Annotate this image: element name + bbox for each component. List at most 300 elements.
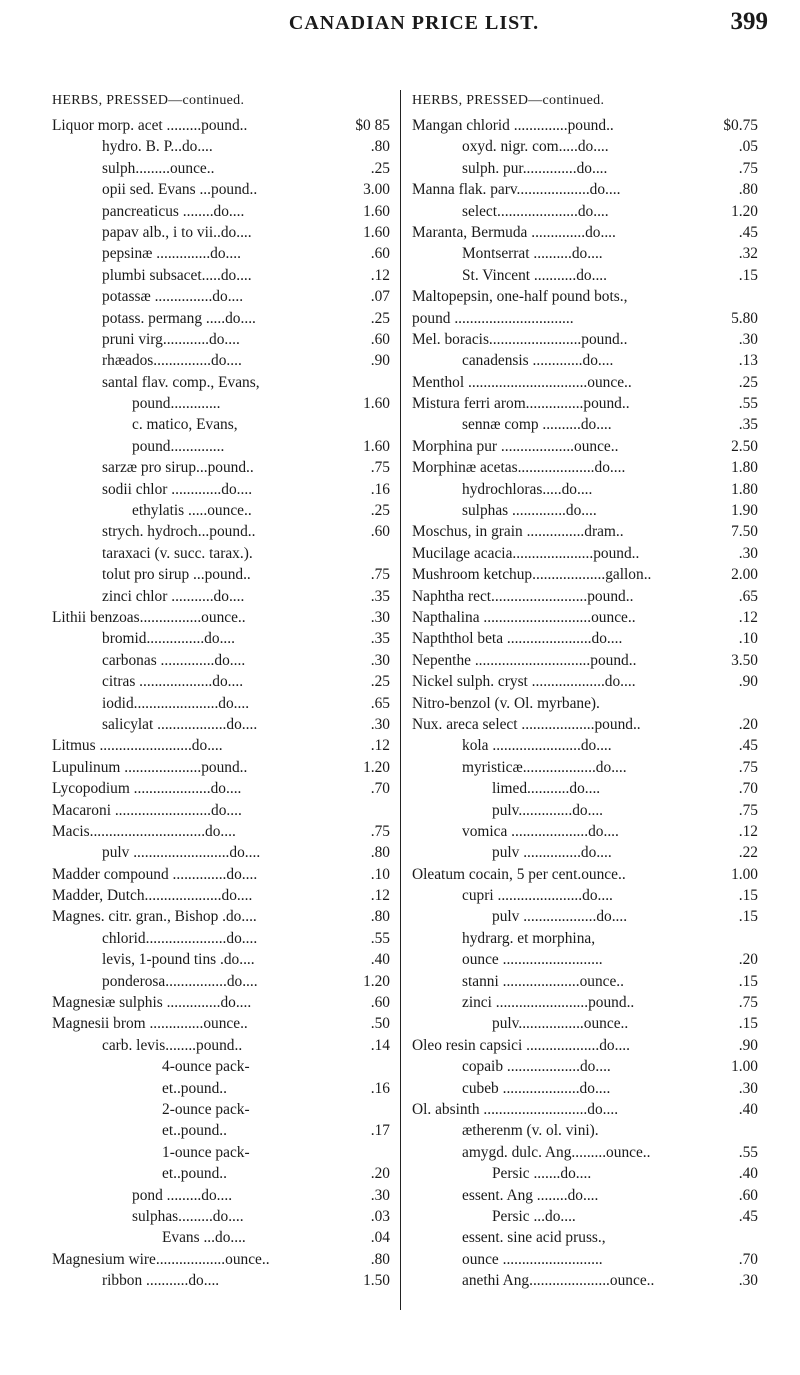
item-name: ribbon ...........do.... bbox=[102, 1272, 220, 1290]
item-price: .20 bbox=[738, 715, 758, 733]
item-name: papav alb., i to vii..do.... bbox=[102, 223, 252, 241]
item-price: 2.50 bbox=[731, 437, 758, 455]
item-price: .45 bbox=[738, 1207, 758, 1225]
price-row bbox=[52, 821, 390, 842]
item-price: .65 bbox=[738, 587, 758, 605]
right-column bbox=[412, 90, 758, 1291]
price-row bbox=[412, 436, 758, 457]
item-name: tolut pro sirup ...pound.. bbox=[102, 566, 251, 584]
item-name: Liquor morp. acet .........pound.. bbox=[52, 117, 248, 134]
price-row bbox=[412, 949, 758, 970]
item-price: 3.00 bbox=[363, 181, 390, 199]
price-row bbox=[412, 115, 758, 136]
item-name: carb. levis........pound.. bbox=[102, 1036, 243, 1054]
item-name: hydrochloras.....do.... bbox=[462, 480, 593, 498]
price-row bbox=[412, 1249, 758, 1270]
item-name: Nux. areca select ...................pound.. bbox=[412, 715, 641, 733]
item-name: 2-ounce pack- bbox=[162, 1100, 250, 1118]
price-row bbox=[412, 1056, 758, 1077]
price-row bbox=[52, 1120, 390, 1141]
price-row bbox=[412, 479, 758, 500]
item-price: .70 bbox=[370, 780, 390, 798]
item-name: Litmus ........................do.... bbox=[52, 737, 223, 755]
right-price-list bbox=[412, 115, 758, 1291]
price-row bbox=[412, 1078, 758, 1099]
item-price: .75 bbox=[370, 566, 390, 584]
price-row bbox=[52, 928, 390, 949]
price-row bbox=[412, 821, 758, 842]
price-row bbox=[412, 885, 758, 906]
price-row bbox=[412, 1120, 758, 1141]
item-name: Persic ...do.... bbox=[492, 1207, 576, 1225]
item-name: Maltopepsin, one-half pound bots., bbox=[412, 288, 628, 306]
price-row bbox=[52, 265, 390, 286]
item-price: .75 bbox=[738, 758, 758, 776]
item-price: .30 bbox=[370, 608, 390, 626]
item-name: ethylatis .....ounce.. bbox=[132, 502, 252, 520]
price-row bbox=[52, 115, 390, 136]
price-row bbox=[412, 735, 758, 756]
item-name: sulphas.........do.... bbox=[132, 1207, 244, 1225]
price-row bbox=[52, 757, 390, 778]
item-name: sulphas ..............do.... bbox=[462, 502, 597, 520]
price-row bbox=[52, 222, 390, 243]
item-name: hydrarg. et morphina, bbox=[462, 929, 596, 947]
price-row bbox=[412, 201, 758, 222]
price-row bbox=[52, 329, 390, 350]
item-name: zinci chlor ...........do.... bbox=[102, 587, 245, 605]
item-price: .60 bbox=[738, 1186, 758, 1204]
price-row bbox=[412, 864, 758, 885]
item-price: .35 bbox=[738, 416, 758, 434]
item-name: Magnesii brom ..............ounce.. bbox=[52, 1015, 248, 1033]
price-row bbox=[52, 906, 390, 927]
item-name: Magnesium wire..................ounce.. bbox=[52, 1250, 270, 1268]
item-price: .16 bbox=[370, 480, 390, 498]
item-name: rhæados...............do.... bbox=[102, 352, 242, 370]
item-price: .30 bbox=[738, 1272, 758, 1290]
item-price: .15 bbox=[738, 908, 758, 926]
item-name: sulph.........ounce.. bbox=[102, 159, 215, 177]
price-row bbox=[52, 586, 390, 607]
item-price: .05 bbox=[738, 138, 758, 156]
item-price: .40 bbox=[738, 1100, 758, 1118]
item-price: .25 bbox=[370, 502, 390, 520]
item-name: Naphtha rect.........................pound.. bbox=[412, 587, 634, 605]
price-row bbox=[412, 586, 758, 607]
price-row bbox=[52, 992, 390, 1013]
price-row bbox=[412, 457, 758, 478]
item-price: .15 bbox=[738, 972, 758, 990]
item-name: pound ............................... bbox=[412, 309, 574, 327]
price-row bbox=[412, 1227, 758, 1248]
item-name: Napthalina ............................ounce.. bbox=[412, 608, 636, 626]
price-row bbox=[52, 949, 390, 970]
item-name: 4-ounce pack- bbox=[162, 1058, 250, 1076]
item-name: essent. sine acid pruss., bbox=[462, 1229, 606, 1247]
price-row bbox=[52, 393, 390, 414]
item-price: 1.60 bbox=[363, 437, 390, 455]
item-name: canadensis .............do.... bbox=[462, 352, 614, 370]
item-name: sarzæ pro sirup...pound.. bbox=[102, 459, 254, 477]
price-row bbox=[52, 243, 390, 264]
price-row bbox=[412, 1099, 758, 1120]
item-price: .75 bbox=[370, 822, 390, 840]
item-price: .32 bbox=[738, 245, 758, 263]
item-price: .70 bbox=[738, 780, 758, 798]
item-name: Maranta, Bermuda ..............do.... bbox=[412, 223, 616, 241]
item-price: .60 bbox=[370, 245, 390, 263]
item-name: Madder, Dutch....................do.... bbox=[52, 887, 253, 905]
item-name: strych. hydroch...pound.. bbox=[102, 523, 256, 541]
price-row bbox=[412, 650, 758, 671]
price-row bbox=[412, 757, 758, 778]
price-row bbox=[52, 1078, 390, 1099]
price-row bbox=[412, 543, 758, 564]
item-price: 1.80 bbox=[731, 480, 758, 498]
price-row bbox=[412, 971, 758, 992]
item-price: .14 bbox=[370, 1036, 390, 1054]
column-divider bbox=[400, 90, 401, 1310]
item-name: ætherenm (v. ol. vini). bbox=[462, 1122, 599, 1140]
item-name: et..pound.. bbox=[162, 1165, 227, 1183]
price-row bbox=[412, 992, 758, 1013]
left-column bbox=[52, 90, 390, 1291]
item-name: levis, 1-pound tins .do.... bbox=[102, 951, 255, 969]
price-row bbox=[52, 136, 390, 157]
item-name: c. matico, Evans, bbox=[132, 416, 238, 434]
item-name: potass. permang .....do.... bbox=[102, 309, 256, 327]
item-name: Mushroom ketchup...................gallon.. bbox=[412, 566, 652, 584]
item-name: Mucilage acacia.....................pound.. bbox=[412, 544, 640, 562]
price-row bbox=[412, 1185, 758, 1206]
item-price: .10 bbox=[738, 630, 758, 648]
price-row bbox=[412, 1035, 758, 1056]
item-price: .20 bbox=[738, 951, 758, 969]
price-row bbox=[52, 414, 390, 435]
item-name: iodid......................do.... bbox=[102, 694, 250, 712]
item-price: .12 bbox=[738, 822, 758, 840]
item-price: $0 85 bbox=[355, 117, 390, 134]
price-row bbox=[412, 906, 758, 927]
item-price: .90 bbox=[370, 352, 390, 370]
price-row bbox=[52, 1249, 390, 1270]
item-price: .15 bbox=[738, 266, 758, 284]
price-row bbox=[412, 222, 758, 243]
price-row bbox=[52, 800, 390, 821]
price-row bbox=[52, 693, 390, 714]
price-row bbox=[52, 479, 390, 500]
item-price: 7.50 bbox=[731, 523, 758, 541]
item-name: Lycopodium ....................do.... bbox=[52, 780, 242, 798]
price-row bbox=[52, 179, 390, 200]
item-name: Napththol beta ......................do.... bbox=[412, 630, 623, 648]
price-row bbox=[412, 350, 758, 371]
price-row bbox=[412, 308, 758, 329]
item-name: vomica ....................do.... bbox=[462, 822, 619, 840]
right-column-heading: HERBS, PRESSED—continued. bbox=[412, 93, 605, 108]
price-row bbox=[412, 500, 758, 521]
price-row bbox=[412, 1206, 758, 1227]
item-price: .35 bbox=[370, 630, 390, 648]
item-price: 1.80 bbox=[731, 459, 758, 477]
price-row bbox=[412, 714, 758, 735]
item-name: pound.............. bbox=[132, 437, 225, 455]
price-row bbox=[52, 650, 390, 671]
item-name: oxyd. nigr. com.....do.... bbox=[462, 138, 609, 156]
price-row bbox=[52, 500, 390, 521]
price-row bbox=[412, 928, 758, 949]
price-row bbox=[52, 308, 390, 329]
item-price: .15 bbox=[738, 887, 758, 905]
item-name: Macaroni .........................do.... bbox=[52, 801, 242, 819]
price-row bbox=[412, 842, 758, 863]
item-price: 1.60 bbox=[363, 202, 390, 220]
item-price: .30 bbox=[738, 1079, 758, 1097]
price-row bbox=[412, 329, 758, 350]
item-price: .60 bbox=[370, 330, 390, 348]
item-price: 1.90 bbox=[731, 502, 758, 520]
item-name: Lupulinum ....................pound.. bbox=[52, 758, 248, 776]
item-name: stanni ....................ounce.. bbox=[462, 972, 625, 990]
item-name: Mel. boracis........................pound.. bbox=[412, 330, 628, 348]
price-row bbox=[412, 158, 758, 179]
price-row bbox=[412, 1163, 758, 1184]
item-price: .03 bbox=[370, 1207, 390, 1225]
price-row bbox=[52, 564, 390, 585]
item-price: .70 bbox=[738, 1250, 758, 1268]
price-row bbox=[52, 864, 390, 885]
item-price: .13 bbox=[738, 352, 758, 370]
item-price: .20 bbox=[370, 1165, 390, 1183]
price-row bbox=[412, 628, 758, 649]
item-name: salicylat ..................do.... bbox=[102, 715, 258, 733]
item-name: pepsinæ ..............do.... bbox=[102, 245, 241, 263]
item-name: Nitro-benzol (v. Ol. myrbane). bbox=[412, 694, 600, 712]
price-row bbox=[52, 778, 390, 799]
item-price: 1.20 bbox=[363, 972, 390, 990]
price-row bbox=[52, 1227, 390, 1248]
item-name: taraxaci (v. succ. tarax.). bbox=[102, 544, 253, 562]
price-row bbox=[412, 564, 758, 585]
item-price: 1.20 bbox=[363, 758, 390, 776]
price-row bbox=[52, 971, 390, 992]
price-row bbox=[52, 607, 390, 628]
item-name: pond .........do.... bbox=[132, 1186, 233, 1204]
price-row bbox=[52, 1163, 390, 1184]
item-name: Persic .......do.... bbox=[492, 1165, 592, 1183]
price-row bbox=[52, 372, 390, 393]
item-name: Mistura ferri arom...............pound.. bbox=[412, 395, 630, 413]
price-row bbox=[52, 735, 390, 756]
price-row bbox=[412, 1013, 758, 1034]
item-name: pulv ...............do.... bbox=[492, 844, 612, 862]
item-price: .07 bbox=[370, 288, 390, 306]
price-row bbox=[52, 286, 390, 307]
item-name: ponderosa................do.... bbox=[102, 972, 258, 990]
item-name: et..pound.. bbox=[162, 1122, 227, 1140]
price-row bbox=[52, 350, 390, 371]
price-row bbox=[52, 457, 390, 478]
item-price: .35 bbox=[370, 587, 390, 605]
price-row bbox=[52, 436, 390, 457]
item-price: .55 bbox=[370, 929, 390, 947]
item-name: pulv .........................do.... bbox=[102, 844, 261, 862]
item-name: essent. Ang ........do.... bbox=[462, 1186, 599, 1204]
price-row bbox=[52, 521, 390, 542]
price-row bbox=[52, 1270, 390, 1291]
item-name: Magnesiæ sulphis ..............do.... bbox=[52, 994, 252, 1012]
item-price: .04 bbox=[370, 1229, 390, 1247]
item-name: Oleatum cocain, 5 per cent.ounce.. bbox=[412, 865, 626, 883]
price-row bbox=[52, 1035, 390, 1056]
item-name: Ol. absinth ...........................do.... bbox=[412, 1100, 619, 1118]
price-row bbox=[412, 265, 758, 286]
item-price: .16 bbox=[370, 1079, 390, 1097]
price-row bbox=[52, 1185, 390, 1206]
item-price: .12 bbox=[370, 737, 390, 755]
item-price: .17 bbox=[370, 1122, 390, 1140]
item-price: 1.20 bbox=[731, 202, 758, 220]
item-name: Lithii benzoas................ounce.. bbox=[52, 608, 246, 626]
item-name: Mangan chlorid ..............pound.. bbox=[412, 117, 614, 134]
item-name: St. Vincent ...........do.... bbox=[462, 266, 608, 284]
item-price: .30 bbox=[370, 715, 390, 733]
item-name: myristicæ...................do.... bbox=[462, 758, 627, 776]
item-price: 1.60 bbox=[363, 223, 390, 241]
item-price: .65 bbox=[370, 694, 390, 712]
item-price: .80 bbox=[370, 138, 390, 156]
item-price: .30 bbox=[738, 544, 758, 562]
item-name: hydro. B. P...do.... bbox=[102, 138, 213, 156]
item-price: .60 bbox=[370, 523, 390, 541]
price-row bbox=[412, 778, 758, 799]
price-row bbox=[52, 1056, 390, 1077]
item-name: Morphina pur ...................ounce.. bbox=[412, 437, 619, 455]
item-price: .30 bbox=[738, 330, 758, 348]
item-name: pulv.................ounce.. bbox=[492, 1015, 629, 1033]
item-name: Moschus, in grain ...............dram.. bbox=[412, 523, 624, 541]
left-price-list bbox=[52, 115, 390, 1291]
price-row bbox=[52, 1013, 390, 1034]
item-price: .80 bbox=[370, 908, 390, 926]
item-name: Magnes. citr. gran., Bishop .do.... bbox=[52, 908, 257, 926]
price-row bbox=[412, 179, 758, 200]
item-price: .12 bbox=[738, 608, 758, 626]
price-row bbox=[52, 885, 390, 906]
price-row bbox=[412, 1142, 758, 1163]
item-name: cubeb ....................do.... bbox=[462, 1079, 611, 1097]
price-row bbox=[52, 628, 390, 649]
page-title: CANADIAN PRICE LIST. bbox=[288, 12, 540, 34]
item-price: $0.75 bbox=[723, 117, 758, 134]
item-price: 1.60 bbox=[363, 395, 390, 413]
item-name: sulph. pur..............do.... bbox=[462, 159, 608, 177]
item-price: .30 bbox=[370, 1186, 390, 1204]
item-name: cupri ......................do.... bbox=[462, 887, 613, 905]
item-price: .25 bbox=[370, 159, 390, 177]
item-name: Menthol ...............................ounce.. bbox=[412, 373, 632, 391]
item-name: ounce .......................... bbox=[462, 1250, 603, 1268]
item-name: pulv ...................do.... bbox=[492, 908, 628, 926]
item-name: carbonas ..............do.... bbox=[102, 651, 246, 669]
price-row bbox=[412, 671, 758, 692]
item-name: limed...........do.... bbox=[492, 780, 601, 798]
price-row bbox=[412, 1270, 758, 1291]
item-price: 1.00 bbox=[731, 1058, 758, 1076]
item-name: Evans ...do.... bbox=[162, 1229, 246, 1247]
item-price: 2.00 bbox=[731, 566, 758, 584]
price-row bbox=[52, 1206, 390, 1227]
item-name: Oleo resin capsici ...................do.... bbox=[412, 1036, 630, 1054]
item-price: .80 bbox=[738, 181, 758, 199]
page-header bbox=[60, 8, 768, 42]
item-name: pulv..............do.... bbox=[492, 801, 604, 819]
item-price: .40 bbox=[370, 951, 390, 969]
item-price: .12 bbox=[370, 266, 390, 284]
item-name: Madder compound ..............do.... bbox=[52, 865, 258, 883]
price-row bbox=[412, 372, 758, 393]
item-price: .75 bbox=[738, 159, 758, 177]
item-price: .40 bbox=[738, 1165, 758, 1183]
item-name: pound............. bbox=[132, 395, 221, 413]
item-name: amygd. dulc. Ang.........ounce.. bbox=[462, 1143, 651, 1161]
price-row bbox=[52, 714, 390, 735]
item-name: 1-ounce pack- bbox=[162, 1143, 250, 1161]
item-name: bromid...............do.... bbox=[102, 630, 235, 648]
item-price: 1.00 bbox=[731, 865, 758, 883]
item-price: .25 bbox=[370, 309, 390, 327]
item-name: pruni virg............do.... bbox=[102, 330, 240, 348]
item-price: 3.50 bbox=[731, 651, 758, 669]
item-price: .25 bbox=[738, 373, 758, 391]
price-row bbox=[52, 201, 390, 222]
item-name: copaib ...................do.... bbox=[462, 1058, 611, 1076]
item-price: .22 bbox=[738, 844, 758, 862]
item-name: Montserrat ..........do.... bbox=[462, 245, 603, 263]
item-price: .75 bbox=[738, 801, 758, 819]
item-name: opii sed. Evans ...pound.. bbox=[102, 181, 258, 199]
price-row bbox=[412, 800, 758, 821]
item-price: 5.80 bbox=[731, 309, 758, 327]
item-name: potassæ ...............do.... bbox=[102, 288, 244, 306]
item-name: pancreaticus ........do.... bbox=[102, 202, 245, 220]
price-row bbox=[412, 286, 758, 307]
item-name: citras ...................do.... bbox=[102, 673, 244, 691]
item-name: santal flav. comp., Evans, bbox=[102, 373, 260, 391]
price-row bbox=[52, 842, 390, 863]
item-name: anethi Ang.....................ounce.. bbox=[462, 1272, 655, 1290]
item-price: .60 bbox=[370, 994, 390, 1012]
item-price: .75 bbox=[738, 994, 758, 1012]
item-price: .10 bbox=[370, 865, 390, 883]
price-row bbox=[412, 393, 758, 414]
item-price: .55 bbox=[738, 1143, 758, 1161]
item-price: .75 bbox=[370, 459, 390, 477]
item-name: Morphinæ acetas....................do.... bbox=[412, 459, 626, 477]
item-name: Macis..............................do.... bbox=[52, 822, 236, 840]
item-name: select.....................do.... bbox=[462, 202, 609, 220]
item-name: plumbi subsacet.....do.... bbox=[102, 266, 252, 284]
price-row bbox=[412, 693, 758, 714]
price-row bbox=[52, 543, 390, 564]
item-name: sodii chlor .............do.... bbox=[102, 480, 253, 498]
price-row bbox=[412, 607, 758, 628]
item-price: .25 bbox=[370, 673, 390, 691]
price-row bbox=[52, 158, 390, 179]
item-price: .30 bbox=[370, 651, 390, 669]
item-price: .15 bbox=[738, 1015, 758, 1033]
